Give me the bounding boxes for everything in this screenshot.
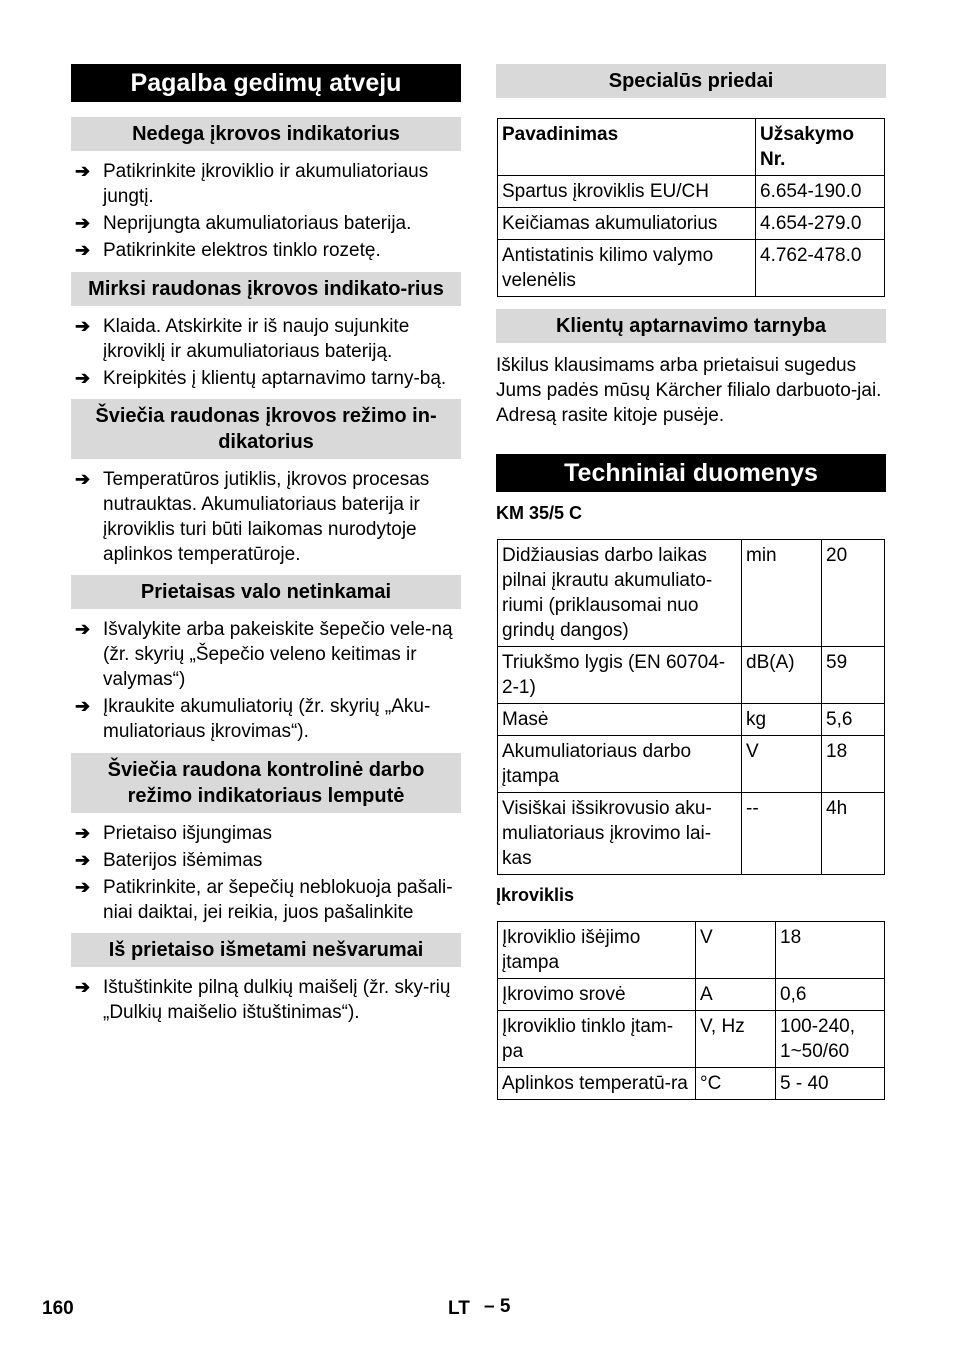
section-list [71, 617, 461, 744]
table-cell: A [696, 979, 776, 1011]
arrow-right-icon: ➔ [75, 368, 91, 388]
arrow-right-icon: ➔ [75, 213, 91, 233]
section-heading: Mirksi raudonas įkrovos indikato-rius [71, 272, 461, 306]
service-heading: Klientų aptarnavimo tarnyba [496, 309, 886, 343]
section-heading: Prietaisas valo netinkamai [71, 575, 461, 609]
table-cell: 4h [822, 793, 885, 875]
troubleshooting-title: Pagalba gedimų atveju [71, 64, 461, 102]
section-list [71, 467, 461, 567]
list-item: ➔ Ištuštinkite pilną dulkių maišelį (žr. sky-rių „Dulkių maišelio ištuštinimas“). [75, 977, 451, 1023]
table-cell: Akumuliatoriaus darbo įtampa [498, 736, 742, 793]
table-cell: Visiškai išsikrovusio aku-muliatoriaus įkrovimo lai-kas [498, 793, 742, 875]
table-cell: Įkrovimo srovė [498, 979, 696, 1011]
table-cell: 5,6 [822, 704, 885, 736]
tech-data-title: Techniniai duomenys [496, 454, 886, 492]
table-row [498, 647, 885, 704]
accessories-heading: Specialūs priedai [496, 64, 886, 98]
table-cell: 59 [822, 647, 885, 704]
table-cell: 20 [822, 540, 885, 647]
table-row [498, 176, 885, 208]
table-row [498, 704, 885, 736]
table-cell: 6.654-190.0 [756, 176, 885, 208]
section-heading: Nedega įkrovos indikatorius [71, 117, 461, 151]
table-cell: Įkroviklio tinklo įtam-pa [498, 1011, 696, 1068]
section-heading: Šviečia raudona kontrolinė darbo režimo indikatoriaus lemputė [71, 753, 461, 813]
table-cell: Keičiamas akumuliatorius [498, 208, 756, 240]
table-cell: min [742, 540, 822, 647]
section-list [71, 975, 461, 1025]
list-item: ➔ Klaida. Atskirkite ir iš naujo sujunkite įkroviklį ir akumuliatoriaus bateriją. [75, 316, 410, 362]
table-cell: 4.762-478.0 [756, 240, 885, 297]
model-label: KM 35/5 C [496, 503, 583, 523]
list-item: ➔ Temperatūros jutiklis, įkrovos procesas nutrauktas. Akumuliatoriaus baterija ir įkroviklis turi būti laikomas nurodytoje aplinkos temperatūroje. [75, 469, 430, 565]
table-cell: dB(A) [742, 647, 822, 704]
table-cell: 18 [776, 922, 885, 979]
table-row [498, 240, 885, 297]
table-row [498, 1068, 885, 1100]
table-cell: Triukšmo lygis (EN 60704-2-1) [498, 647, 742, 704]
table-row [498, 208, 885, 240]
table-cell: V, Hz [696, 1011, 776, 1068]
table-cell: Didžiausias darbo laikas pilnai įkrautu akumuliato-riumi (priklausomai nuo grindų dangos) [498, 540, 742, 647]
section-list [71, 821, 461, 925]
list-item: ➔ Prietaiso išjungimas [75, 823, 272, 844]
table-cell: °C [696, 1068, 776, 1100]
list-item: ➔ Išvalykite arba pakeiskite šepečio vele-ną (žr. skyrių „Šepečio veleno keitimas ir valymas“) [75, 619, 453, 690]
table-cell: Spartus įkroviklis EU/CH [498, 176, 756, 208]
arrow-right-icon: ➔ [75, 469, 91, 489]
table-cell: Antistatinis kilimo valymo velenėlis [498, 240, 756, 297]
language-code: LT [448, 1298, 470, 1319]
list-item: ➔ Patikrinkite elektros tinklo rozetę. [75, 240, 381, 261]
list-item: ➔ Įkraukite akumuliatorių (žr. skyrių „Aku-muliatoriaus įkrovimas“). [75, 696, 431, 742]
table-row [498, 922, 885, 979]
page-number: 160 [42, 1298, 74, 1319]
table-row [498, 1011, 885, 1068]
table-cell: V [696, 922, 776, 979]
table-cell: -- [742, 793, 822, 875]
accessories-table [497, 118, 885, 297]
list-item: ➔ Kreipkitės į klientų aptarnavimo tarny-bą. [75, 368, 447, 389]
left-column [71, 64, 461, 1025]
table-header-cell: Pavadinimas [498, 119, 756, 176]
table-row [498, 736, 885, 793]
arrow-right-icon: ➔ [75, 696, 91, 716]
arrow-right-icon: ➔ [75, 161, 91, 181]
charger-table [497, 921, 885, 1100]
table-cell: Įkroviklio išėjimo įtampa [498, 922, 696, 979]
table-row [498, 979, 885, 1011]
charger-label: Įkroviklis [496, 885, 575, 905]
list-item: ➔ Baterijos išėmimas [75, 850, 263, 871]
table-cell: 100-240, 1~50/60 [776, 1011, 885, 1068]
section-list [71, 159, 461, 263]
section-heading: Iš prietaiso išmetami nešvarumai [71, 933, 461, 967]
section-heading: Šviečia raudonas įkrovos režimo in-dikatorius [71, 399, 461, 459]
table-cell: Aplinkos temperatū-ra [498, 1068, 696, 1100]
table-header-row [498, 119, 885, 176]
service-text: Iškilus klausimams arba prietaisui sugedus Jums padės mūsų Kärcher filialo darbuoto-jai. Adresą rasite kitoje pusėje. [496, 355, 882, 426]
arrow-right-icon: ➔ [75, 823, 91, 843]
arrow-right-icon: ➔ [75, 240, 91, 260]
table-row [498, 540, 885, 647]
table-cell: kg [742, 704, 822, 736]
table-cell: 0,6 [776, 979, 885, 1011]
table-cell: V [742, 736, 822, 793]
table-cell: Masė [498, 704, 742, 736]
section-list [71, 314, 461, 391]
section-page-number: – 5 [484, 1296, 511, 1317]
arrow-right-icon: ➔ [75, 877, 91, 897]
arrow-right-icon: ➔ [75, 850, 91, 870]
arrow-right-icon: ➔ [75, 316, 91, 336]
table-header-cell: Užsakymo Nr. [756, 119, 885, 176]
list-item: ➔ Neprijungta akumuliatoriaus baterija. [75, 213, 412, 234]
tech-table [497, 539, 885, 875]
arrow-right-icon: ➔ [75, 619, 91, 639]
list-item: ➔ Patikrinkite įkroviklio ir akumuliatoriaus jungtį. [75, 161, 429, 207]
table-cell: 4.654-279.0 [756, 208, 885, 240]
table-cell: 5 - 40 [776, 1068, 885, 1100]
table-row [498, 793, 885, 875]
arrow-right-icon: ➔ [75, 977, 91, 997]
list-item: ➔ Patikrinkite, ar šepečių neblokuoja pašali-niai daiktai, jei reikia, juos pašalinkite [75, 877, 453, 923]
table-cell: 18 [822, 736, 885, 793]
right-column [496, 64, 886, 1100]
